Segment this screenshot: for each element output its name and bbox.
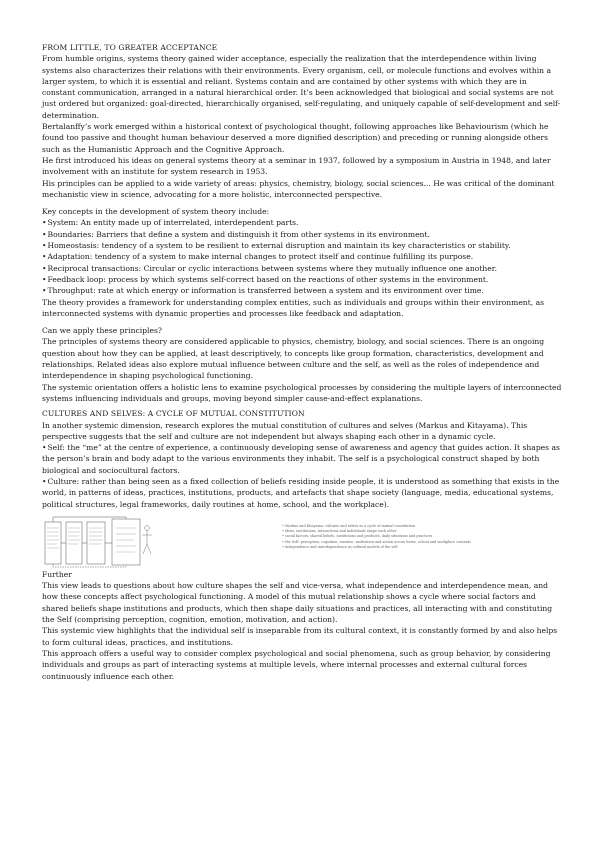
- paragraph: His principles can be applied to a wide variety of areas: physics, chemistry, biology, social sciences... He was critical of the dominant mechanistic view in science, advocating for a more holistic, interconnected perspective.: [42, 178, 555, 199]
- paragraph: From humble origins, systems theory gained wider acceptance, especially the realization that the interdependence within living systems also characterizes their relations with their environments. Every organism, cell, or molecule functions and evolves within a larger system, to which it is essential and reliant. Systems contain and are contained by other systems with which they are in constant communication, arranged in a natural hierarchical order. It’s been acknowledged that biological and social systems are not just ordered but organized: goal-directed, hierarchically organised, self-regulating, and uniquely capable of self-development and self-determination.: [42, 54, 561, 120]
- diagram-bottom-arrow: [53, 564, 126, 567]
- paragraph: The systemic orientation offers a holistic lens to examine psychological processes by considering the multiple layers of interconnected systems influencing individuals and groups, moving beyond simpler cause-and-effect explanations.: [42, 382, 562, 403]
- paragraph: The theory provides a framework for understanding complex entities, such as individuals and groups within their environment, as interconnected systems with dynamic properties and processes like feedback and adaptation.: [42, 297, 545, 318]
- figure-note: • Markus and Kitayama: cultures and selves as a cycle of mutual constitution: [282, 523, 416, 528]
- document-page: [42, 42, 562, 682]
- question-heading: Can we apply these principles?: [42, 326, 162, 336]
- culture-self-cycle-figure: [42, 514, 562, 569]
- diagram-top-arrow: [53, 517, 126, 522]
- paragraph: This view leads to questions about how culture shapes the self and vice-versa, what independence and interdependence mean, and how these concepts affect psychological functioning. A model of this mutual relationship shows a cycle where social factors and shared beliefs shape institutions and products, which then shape daily situations and practices, all interacting with and constituting the Self (comprising perception, cognition, emotion, motivation, and action).: [42, 581, 553, 625]
- culture-list: [42, 442, 562, 510]
- paragraph: This approach offers a useful way to consider complex psychological and social phenomena, such as group behavior, by considering individuals and groups as part of interacting systems at multiple levels, where internal processes and external cultural forces continuously influence each other.: [42, 648, 551, 681]
- diagram-box-ideas: [45, 522, 61, 564]
- figure-note: • ideas, institutions, interactions and individuals shape each other: [282, 529, 397, 534]
- cycle-diagram: [42, 514, 154, 569]
- list-item: • Self: the “me” at the centre of experience, a continuously developing sense of awareness and agency that guides action. It shapes as the person’s brain and body adapt to the various environments they inhabit. The self is a psychological construct shaped by both biological and sociocultural factors.: [42, 442, 562, 476]
- figure-note: • independence and interdependence as cultural models of the self: [282, 545, 398, 550]
- figure-caption-notes: [282, 524, 562, 550]
- list-item: • Homeostasis: tendency of a system to be resilient to external disruption and maintain its key characteristics or stability.: [42, 240, 562, 251]
- section-heading-acceptance: FROM LITTLE, TO GREATER ACCEPTANCE: [42, 43, 218, 52]
- paragraph: He first introduced his ideas on general systems theory at a seminar in 1937, followed by a symposium in Austria in 1948, and later involvement with an institute for system research in 1953.: [42, 155, 551, 177]
- diagram-box-self: [112, 519, 140, 565]
- list-item: • Feedback loop: process by which systems self-correct based on the reactions of other systems in the environment.: [42, 274, 562, 285]
- person-figure-icon: [142, 525, 152, 553]
- paragraph: Bertalanffy’s work emerged within a historical context of psychological thought, following approaches like Behaviourism (which he found too passive and thought human behaviour deserved a more dignified description) and preceding or running alongside others such as the Humanistic Approach and the Cognitive Approach.: [42, 122, 549, 154]
- list-item: • Throughput: rate at which energy or information is transferred between a system and its environment over time.: [42, 285, 562, 296]
- paragraph: This systemic view highlights that the individual self is inseparable from its cultural context, it is constantly formed by and also helps to form cultural ideas, practices, and institutions.: [42, 626, 558, 647]
- paragraph: The principles of systems theory are considered applicable to physics, chemistry, biology, and social sciences. There is an ongoing question about how they can be applied, at least descriptively, to concepts like group formation, characteristics, development and relationships. Related ideas also explore mutual influence between culture and the self, as well as the roles of independence and interdependence in shaping psychological functioning.: [42, 337, 545, 381]
- paragraph: In another systemic dimension, research explores the mutual constitution of cultures and selves (Markus and Kitayama). This perspective suggests that the self and culture are not independent but always shaping each other in a dynamic cycle.: [42, 420, 528, 441]
- concepts-intro: Key concepts in the development of system theory include:: [42, 207, 270, 217]
- list-item: • Adaptation: tendency of a system to make internal changes to protect itself and continue fulfilling its purpose.: [42, 251, 562, 262]
- figure-note: • the Self: perception, cognition, emotion, motivation and action across home, school and workplace contexts: [282, 539, 471, 544]
- figure-note: • social factors, shared beliefs, institutions and products, daily situations and practices: [282, 534, 433, 539]
- list-item: • System: An entity made up of interrelated, interdependent parts.: [42, 217, 562, 228]
- list-item: • Boundaries: Barriers that define a system and distinguish it from other systems in its environment.: [42, 229, 562, 240]
- diagram-box-interactions: [87, 522, 105, 564]
- section-heading-cultures: CULTURES AND SELVES: A CYCLE OF MUTUAL CONSTITUTION: [42, 409, 305, 419]
- list-item: • Culture: rather than being seen as a fixed collection of beliefs residing inside people, it is understood as something that exists in the world, in patterns of ideas, practices, institutions, products, and artefacts that shape society (language, media, educational systems, political structures, legal frameworks, daily routines at home, school, and the workplace).: [42, 476, 562, 510]
- further-label: Further: [42, 569, 72, 579]
- list-item: • Reciprocal transactions: Circular or cyclic interactions between systems where they mutually influence one another.: [42, 263, 562, 274]
- diagram-box-institutions: [66, 522, 82, 564]
- concepts-list: [42, 217, 562, 296]
